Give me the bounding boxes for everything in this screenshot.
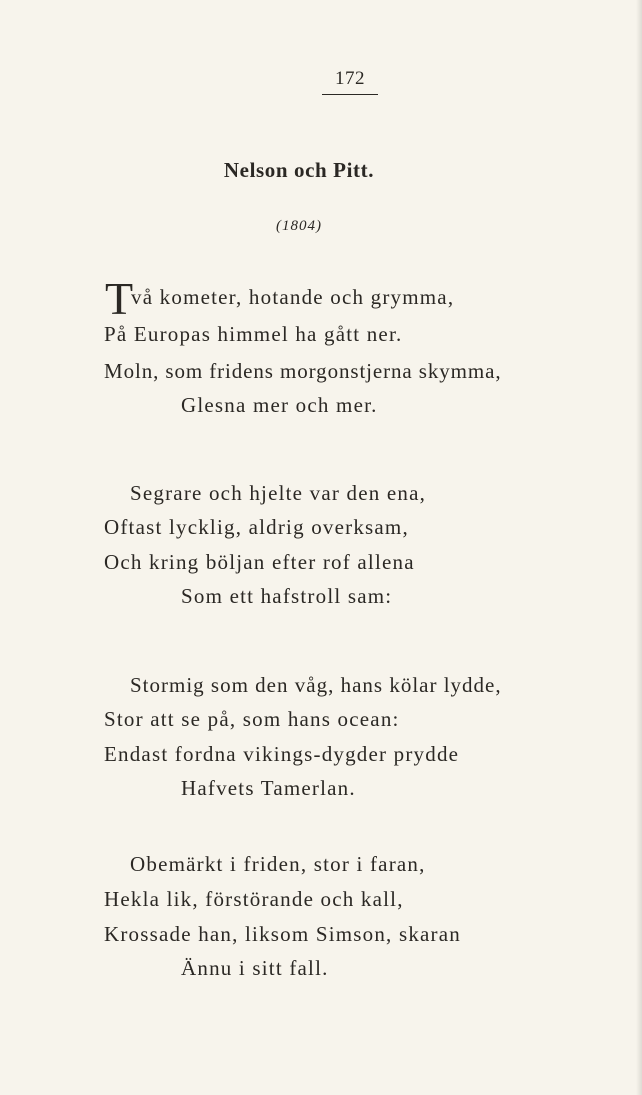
poem-line: Som ett hafstroll sam: [181, 584, 393, 608]
poem-line: Hekla lik, förstörande och kall, [104, 887, 404, 911]
poem-line: Obemärkt i friden, stor i faran, [130, 852, 426, 876]
poem-line: Oftast lycklig, aldrig overksam, [104, 515, 409, 539]
poem-line: vå kometer, hotande och grymma, [131, 285, 455, 309]
page-number-rule [322, 94, 378, 95]
poem-line: Stor att se på, som hans ocean: [104, 707, 400, 731]
page-edge-shadow [636, 0, 642, 1095]
poem-title: Nelson och Pitt. [223, 158, 375, 182]
poem-line: Ännu i sitt fall. [181, 956, 329, 980]
poem-line: Stormig som den våg, hans kölar lydde, [130, 673, 502, 697]
poem-line: Moln, som fridens morgonstjerna skymma, [104, 359, 502, 383]
poem-year: (1804) [276, 218, 322, 234]
poem-line: Endast fordna vikings-dygder prydde [104, 742, 460, 766]
poem-line: Krossade han, liksom Simson, skaran [104, 922, 461, 946]
drop-cap: T [105, 273, 134, 324]
poem-line: Segrare och hjelte var den ena, [130, 481, 427, 505]
poem-line: Och kring böljan efter rof allena [104, 550, 415, 574]
poem-line: Hafvets Tamerlan. [181, 776, 356, 800]
poem-line: På Europas himmel ha gått ner. [104, 322, 403, 346]
page-number: 172 [335, 68, 365, 89]
poem-line: Glesna mer och mer. [181, 393, 378, 417]
